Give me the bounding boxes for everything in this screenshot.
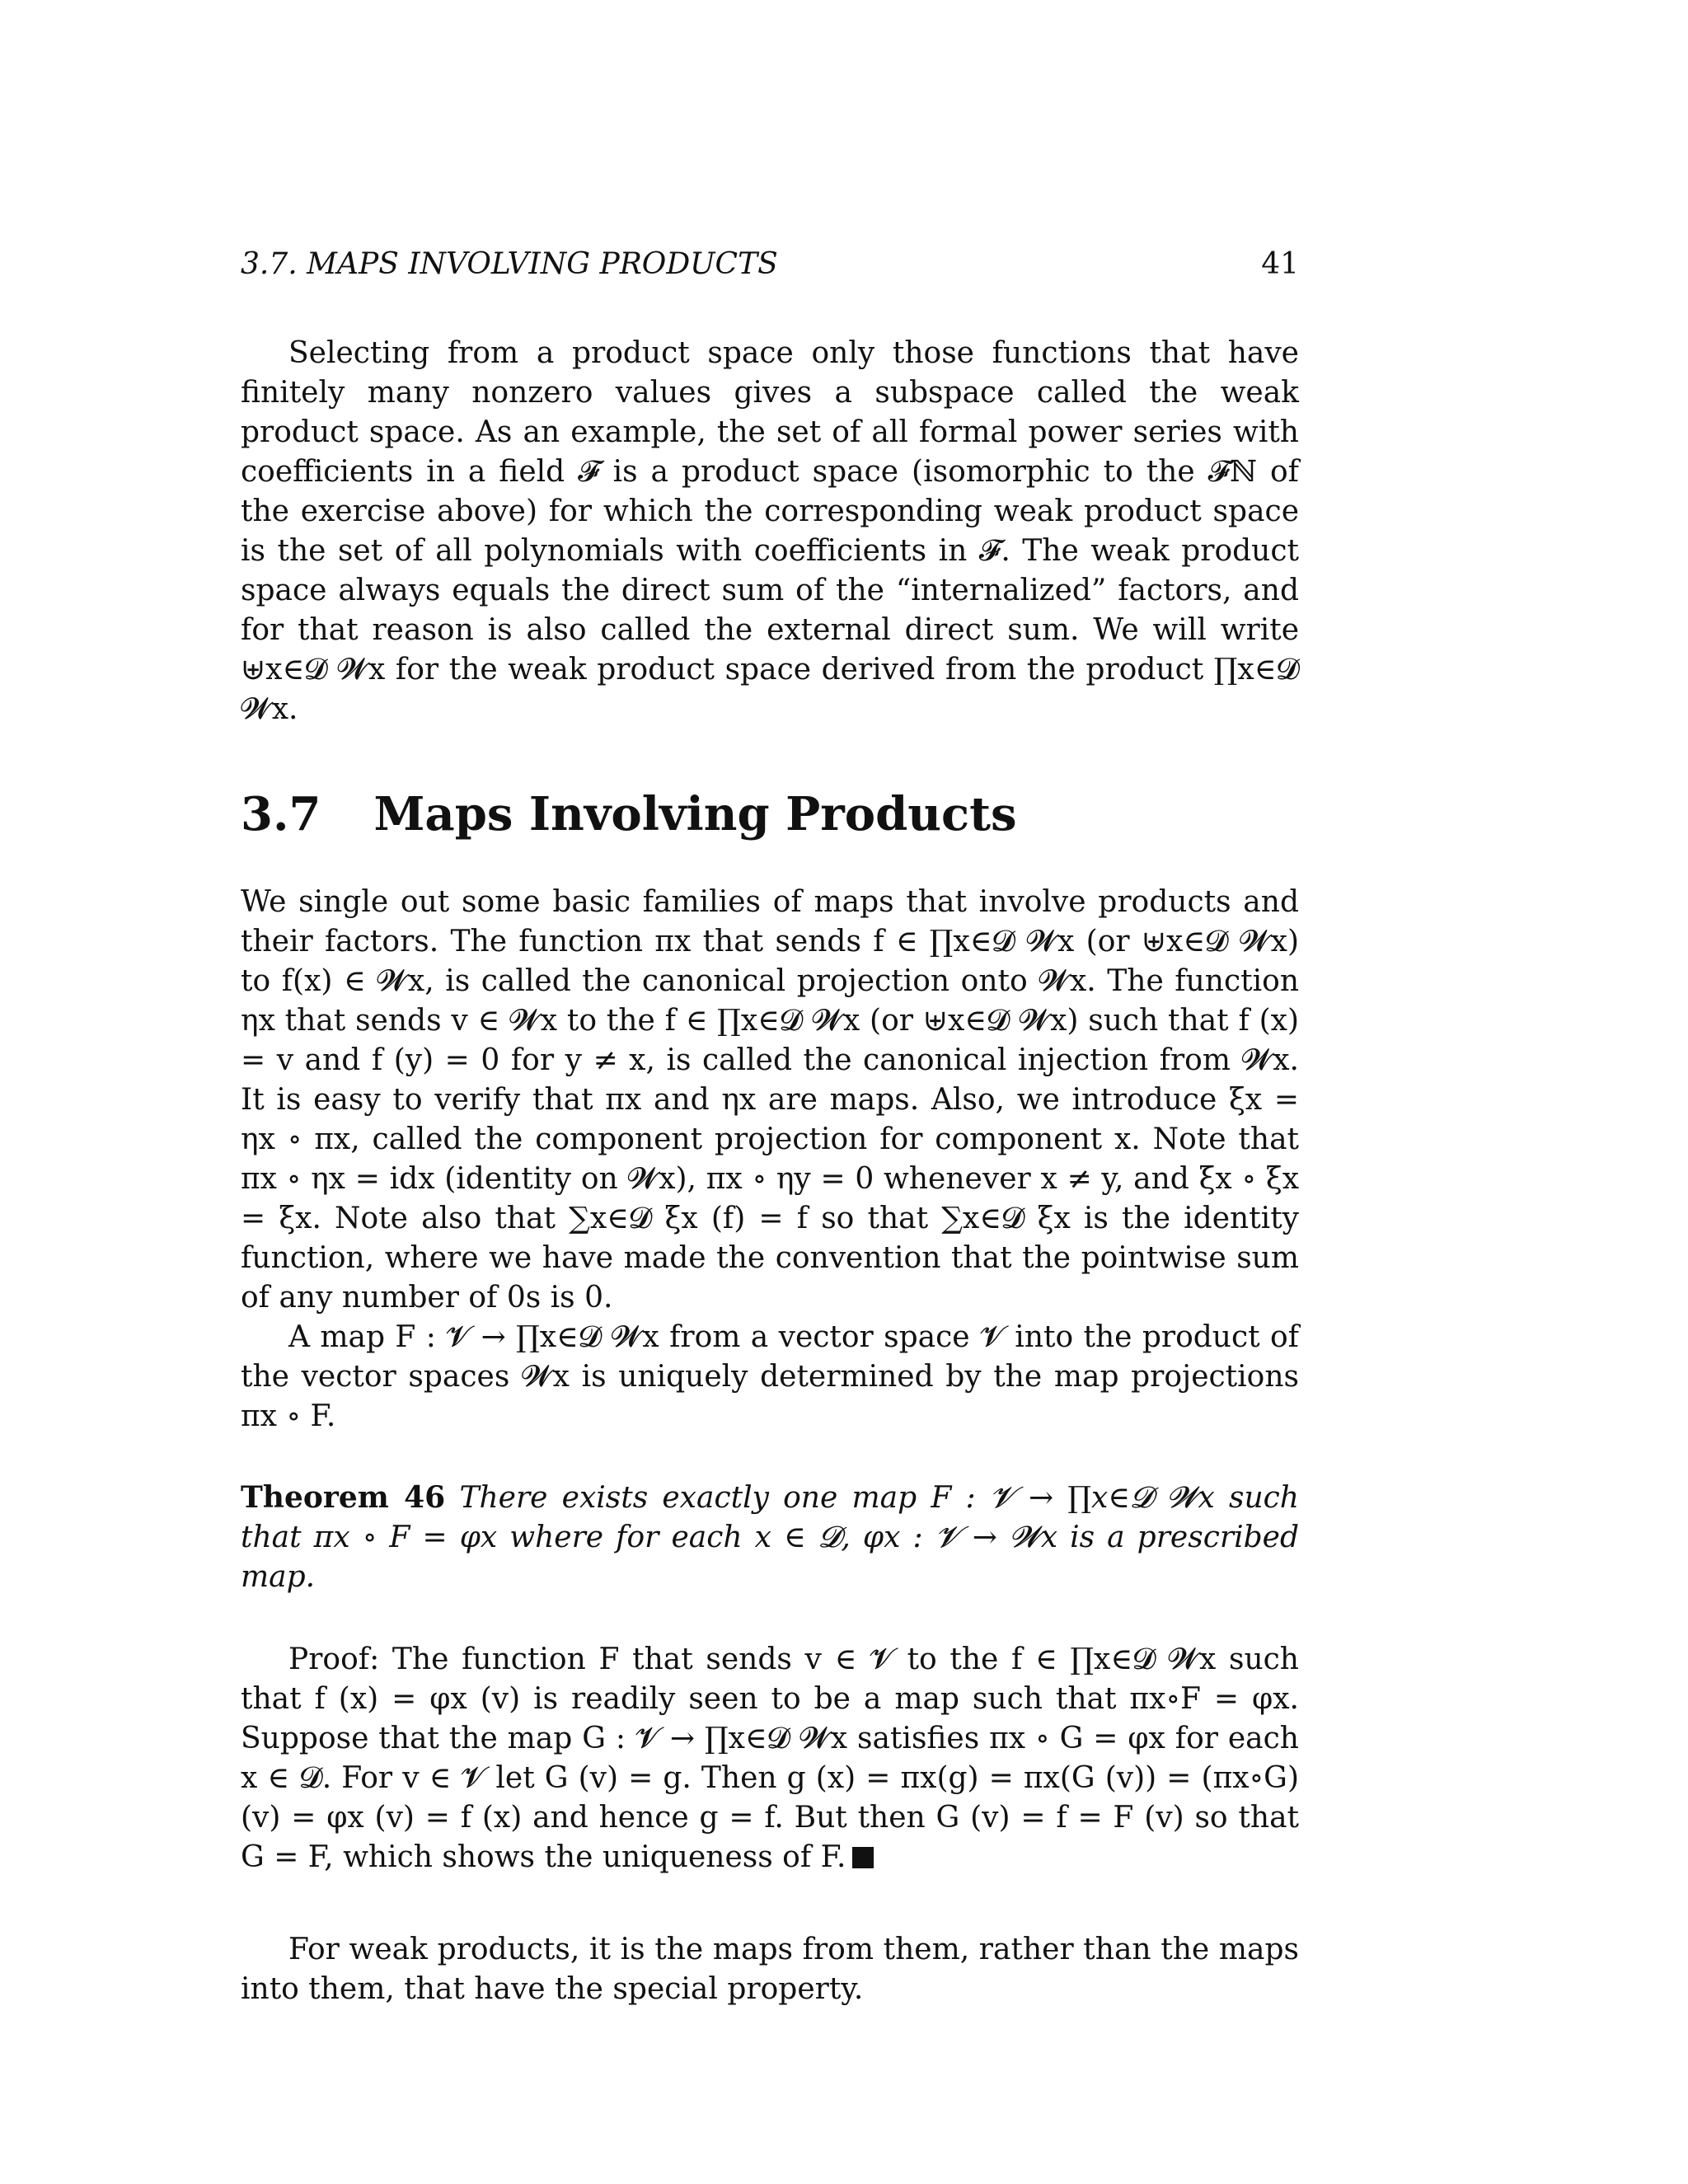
proof-paragraph: [241, 1640, 1299, 1877]
section-heading: [241, 787, 1299, 841]
paragraph-map-into-product: A map F : 𝓥 → ∏x∈𝓓 𝓦x from a vector space 𝓥 into the product of the vector spaces 𝓦x is uniquely determined by the map projections πx ∘ F.: [241, 1320, 1299, 1433]
intro-paragraph: Selecting from a product space only those functions that have finitely many nonzero values gives a subspace called the weak product space. As an example, the set of all formal power series with coefficients in a field 𝓕 is a product space (isomorphic to the 𝓕ℕ of the exercise above) for which the corresponding weak product space is the set of all polynomials with coefficients in 𝓕. The weak product space always equals the direct sum of the “internalized” factors, and for that reason is also called the external direct sum. We will write ⊎x∈𝓓 𝓦x for the weak product space derived from the product ∏x∈𝓓 𝓦x.: [241, 336, 1299, 726]
proof-text: Proof: The function F that sends v ∈ 𝓥 to the f ∈ ∏x∈𝓓 𝓦x such that f (x) = φx (v) is readily seen to be a map such that πx∘F = φx. Suppose that the map G : 𝓥 → ∏x∈𝓓 𝓦x satisfies πx ∘ G = φx for each x ∈ 𝓓. For v ∈ 𝓥 let G (v) = g. Then g (x) = πx(g) = πx(G (v)) = (πx∘G) (v) = φx (v) = f (x) and hence g = f. But then G (v) = f = F (v) so that G = F, which shows the uniqueness of F.: [241, 1643, 1299, 1874]
running-header: [241, 247, 1299, 281]
running-title: 3.7. MAPS INVOLVING PRODUCTS: [241, 247, 778, 281]
section-number: 3.7: [241, 787, 321, 841]
section-title: Maps Involving Products: [373, 787, 1017, 841]
qed-square-icon: [852, 1847, 874, 1868]
theorem-46: [241, 1478, 1299, 1597]
spacer: [241, 1877, 1299, 1930]
page: [241, 247, 1299, 2009]
theorem-statement: There exists exactly one map F : 𝓥 → ∏x∈𝓓 𝓦x such that πx ∘ F = φx where for each x ∈ 𝓓, φx : 𝓥 → 𝓦x is a prescribed map.: [241, 1481, 1299, 1594]
closing-paragraph: For weak products, it is the maps from them, rather than the maps into them, that have the special property.: [241, 1933, 1299, 2006]
theorem-label: Theorem 46: [241, 1480, 446, 1515]
paragraph-maps-intro: We single out some basic families of maps that involve products and their factors. The function πx that sends f ∈ ∏x∈𝓓 𝓦x (or ⊎x∈𝓓 𝓦x) to f(x) ∈ 𝓦x, is called the canonical projection onto 𝓦x. The function ηx that sends v ∈ 𝓦x to the f ∈ ∏x∈𝓓 𝓦x (or ⊎x∈𝓓 𝓦x) such that f (x) = v and f (y) = 0 for y ≠ x, is called the canonical injection from 𝓦x. It is easy to verify that πx and ηx are maps. Also, we introduce ξx = ηx ∘ πx, called the component projection for component x. Note that πx ∘ ηx = idx (identity on 𝓦x), πx ∘ ηy = 0 whenever x ≠ y, and ξx ∘ ξx = ξx. Note also that ∑x∈𝓓 ξx (f) = f so that ∑x∈𝓓 ξx is the identity function, where we have made the convention that the pointwise sum of any number of 0s is 0.: [241, 885, 1299, 1315]
page-number: 41: [1261, 247, 1299, 281]
